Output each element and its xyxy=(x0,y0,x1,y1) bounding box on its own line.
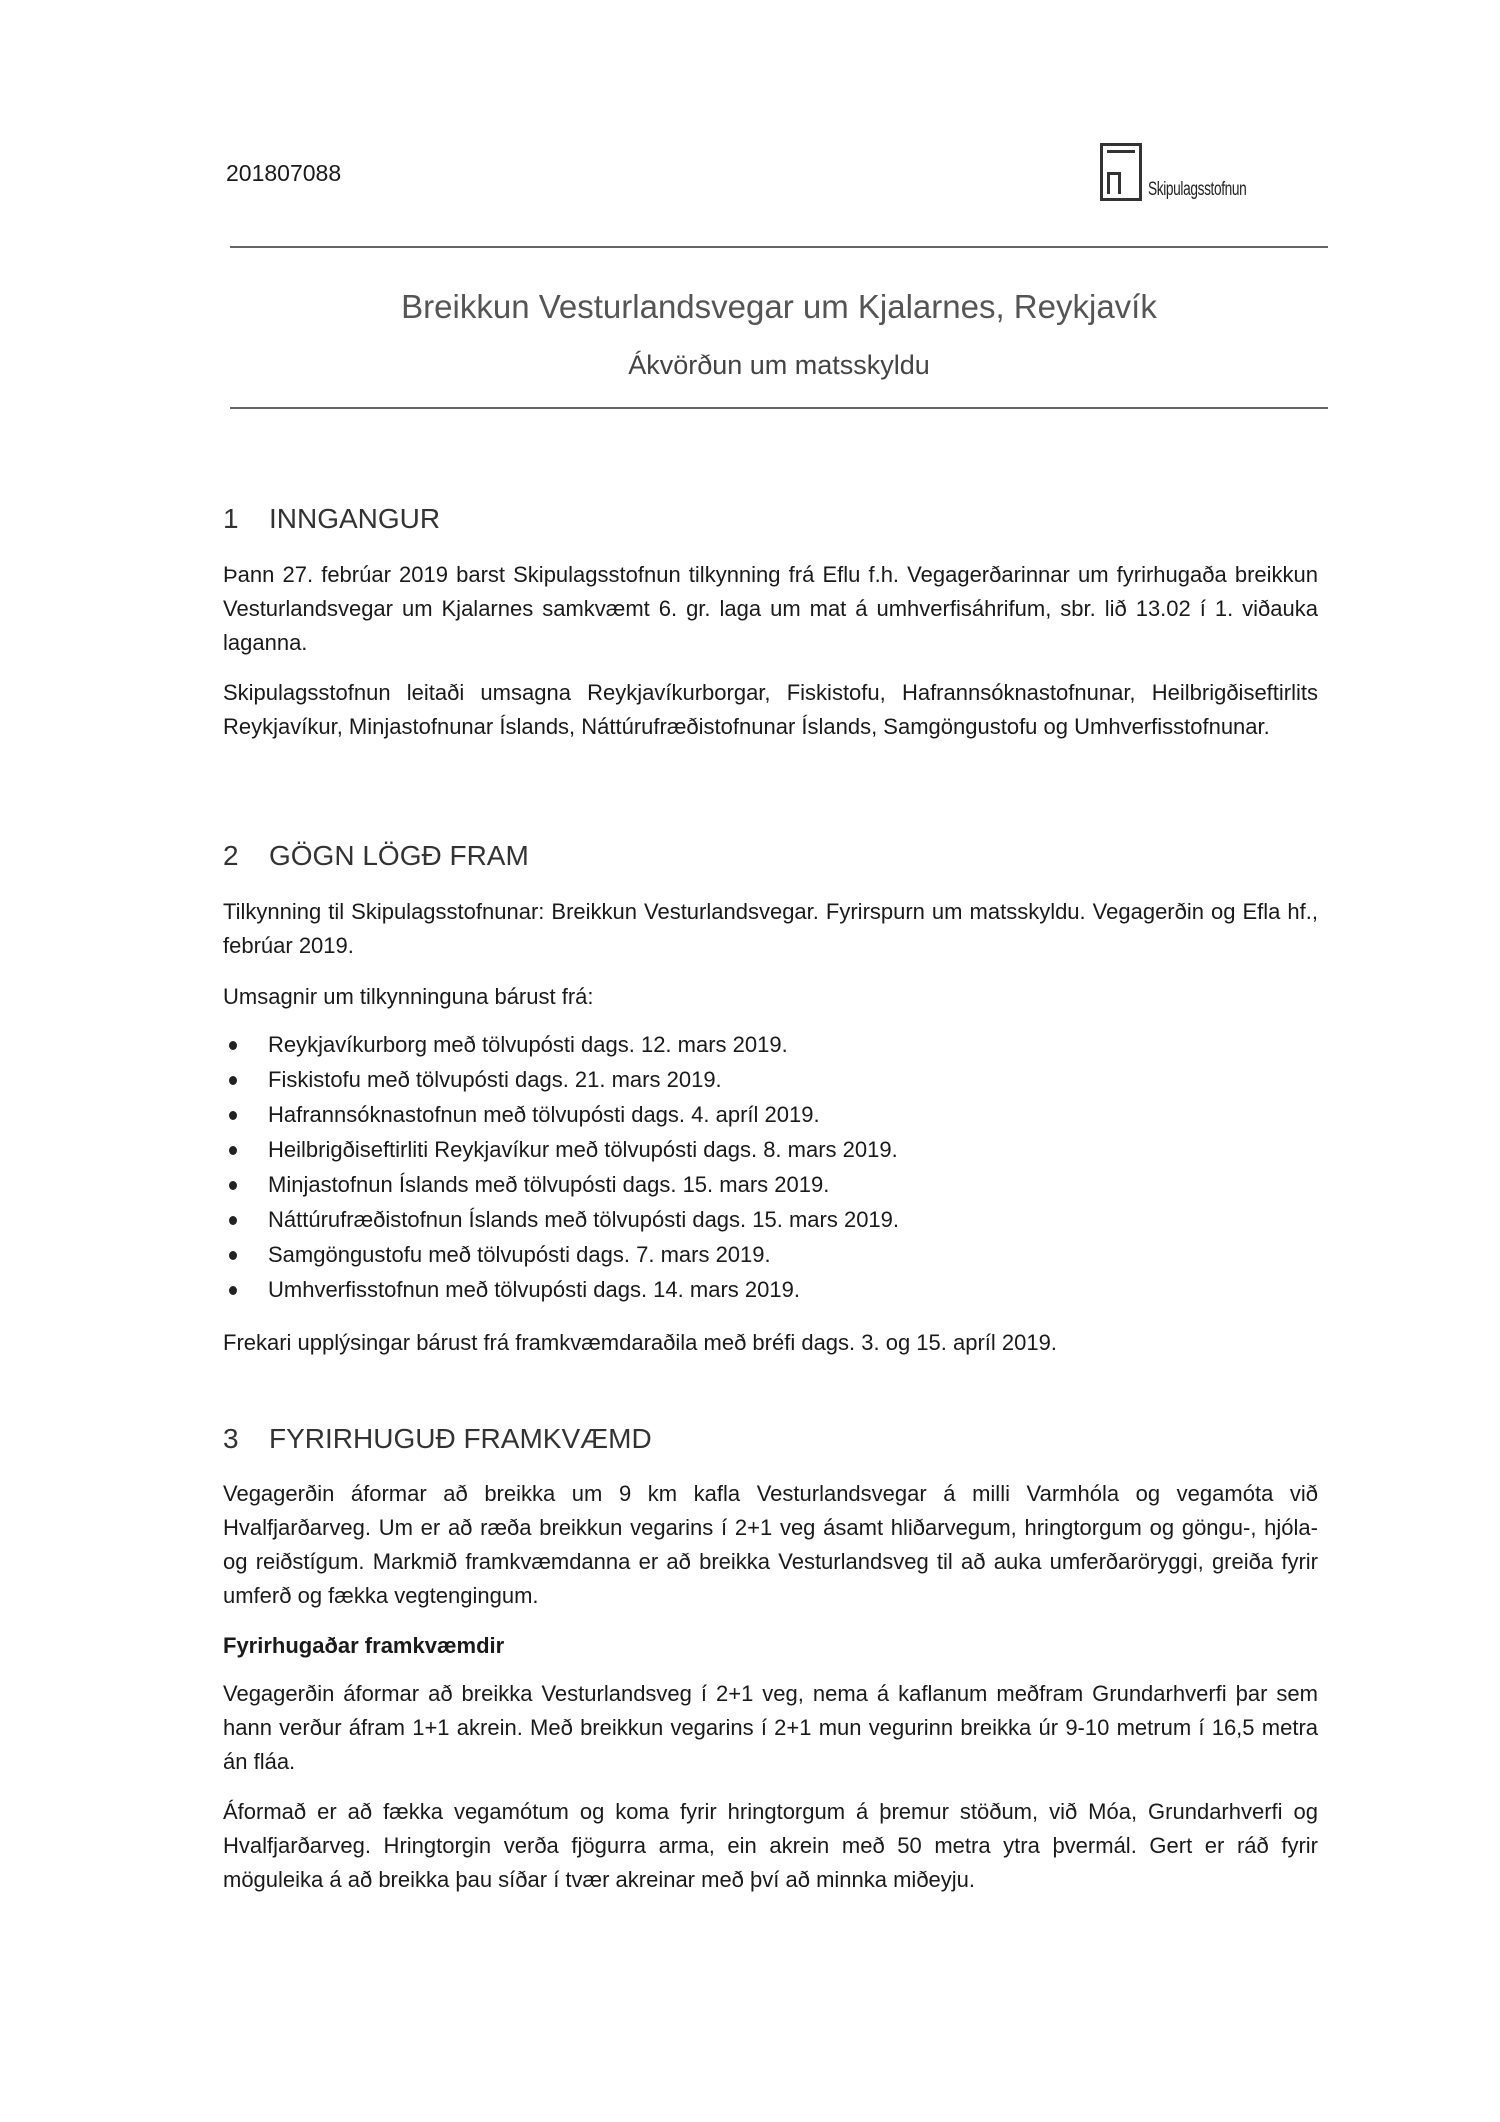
list-item: Reykjavíkurborg með tölvupósti dags. 12. mars 2019. xyxy=(223,1027,899,1062)
list-item: Fiskistofu með tölvupósti dags. 21. mars 2019. xyxy=(223,1062,899,1097)
document-title: Breikkun Vesturlandsvegar um Kjalarnes, Reykjavík xyxy=(401,288,1157,325)
subheading: Fyrirhugaðar framkvæmdir xyxy=(223,1633,505,1658)
section-title: FYRIRHUGUÐ FRAMKVÆMD xyxy=(269,1423,652,1454)
list-item: Hafrannsóknastofnun með tölvupósti dags. 4. apríl 2019. xyxy=(223,1097,899,1132)
document-subtitle: Ákvörðun um matsskyldu xyxy=(628,350,930,380)
logo-text: Skipulagsstofnun xyxy=(1148,179,1247,200)
paragraph: Frekari upplýsingar bárust frá framkvæmdaraðila með bréfi dags. 3. og 15. apríl 2019. xyxy=(223,1330,1057,1355)
section-heading xyxy=(223,1423,652,1455)
section-heading xyxy=(223,840,529,872)
logo xyxy=(1100,143,1285,201)
paragraph: Umsagnir um tilkynninguna bárust frá: xyxy=(223,984,594,1009)
list-item: Heilbrigðiseftirliti Reykjavíkur með tölvupósti dags. 8. mars 2019. xyxy=(223,1132,899,1167)
paragraph: Þann 27. febrúar 2019 barst Skipulagsstofnun tilkynning frá Eflu f.h. Vegagerðarinnar um fyrirhugaða breikkun Vesturlandsvegar um Kjalarnes samkvæmt 6. gr. laga um mat á umhverfisáhrifum, sbr. lið 13.02 í 1. viðauka laganna. xyxy=(223,562,1318,655)
list-item: Minjastofnun Íslands með tölvupósti dags. 15. mars 2019. xyxy=(223,1167,899,1202)
paragraph: Vegagerðin áformar að breikka Vesturlandsveg í 2+1 veg, nema á kaflanum meðfram Grundarhverfi þar sem hann verður áfram 1+1 akrein. Með breikkun vegarins í 2+1 mun vegurinn breikka úr 9-10 metrum í 16,5 metra án fláa. xyxy=(223,1681,1318,1774)
section-heading xyxy=(223,503,440,535)
divider xyxy=(230,246,1328,248)
paragraph: Vegagerðin áformar að breikka um 9 km kafla Vesturlandsvegar á milli Varmhóla og vegamóta við Hvalfjarðarveg. Um er að ræða breikkun vegarins í 2+1 veg ásamt hliðarvegum, hringtorgum og göngu-, hjóla- og reiðstígum. Markmið framkvæmdanna er að breikka Vesturlandsveg til að auka umferðaröryggi, greiða fyrir umferð og fækka vegtengingum. xyxy=(223,1481,1318,1608)
section-title: INNGANGUR xyxy=(269,503,441,534)
list-item: Umhverfisstofnun með tölvupósti dags. 14. mars 2019. xyxy=(223,1272,899,1307)
paragraph: Skipulagsstofnun leitaði umsagna Reykjavíkurborgar, Fiskistofu, Hafrannsóknastofnunar, Heilbrigðiseftirlits Reykjavíkur, Minjastofnunar Íslands, Náttúrufræðistofnunar Íslands, Samgöngustofu og Umhverfisstofnunar. xyxy=(223,680,1318,739)
paragraph: Áformað er að fækka vegamótum og koma fyrir hringtorgum á þremur stöðum, við Móa, Grundarhverfi og Hvalfjarðarveg. Hringtorgin verða fjögurra arma, ein akrein með 50 metra ytra þvermál. Gert er ráð fyrir möguleika á að breikka þau síðar í tvær akreinar með því að minnka miðeyju. xyxy=(223,1799,1318,1892)
document-number: 201807088 xyxy=(226,160,342,186)
logo-mark-icon xyxy=(1100,143,1142,201)
section-number: 2 xyxy=(223,840,239,871)
bullet-list xyxy=(223,1027,899,1307)
list-item: Náttúrufræðistofnun Íslands með tölvupósti dags. 15. mars 2019. xyxy=(223,1202,899,1237)
section-number: 3 xyxy=(223,1423,239,1454)
section-number: 1 xyxy=(223,503,239,534)
section-title: GÖGN LÖGÐ FRAM xyxy=(269,840,529,871)
paragraph: Tilkynning til Skipulagsstofnunar: Breikkun Vesturlandsvegar. Fyrirspurn um matsskyldu. Vegagerðin og Efla hf., febrúar 2019. xyxy=(223,899,1318,958)
list-item: Samgöngustofu með tölvupósti dags. 7. mars 2019. xyxy=(223,1237,899,1272)
divider xyxy=(230,407,1328,409)
